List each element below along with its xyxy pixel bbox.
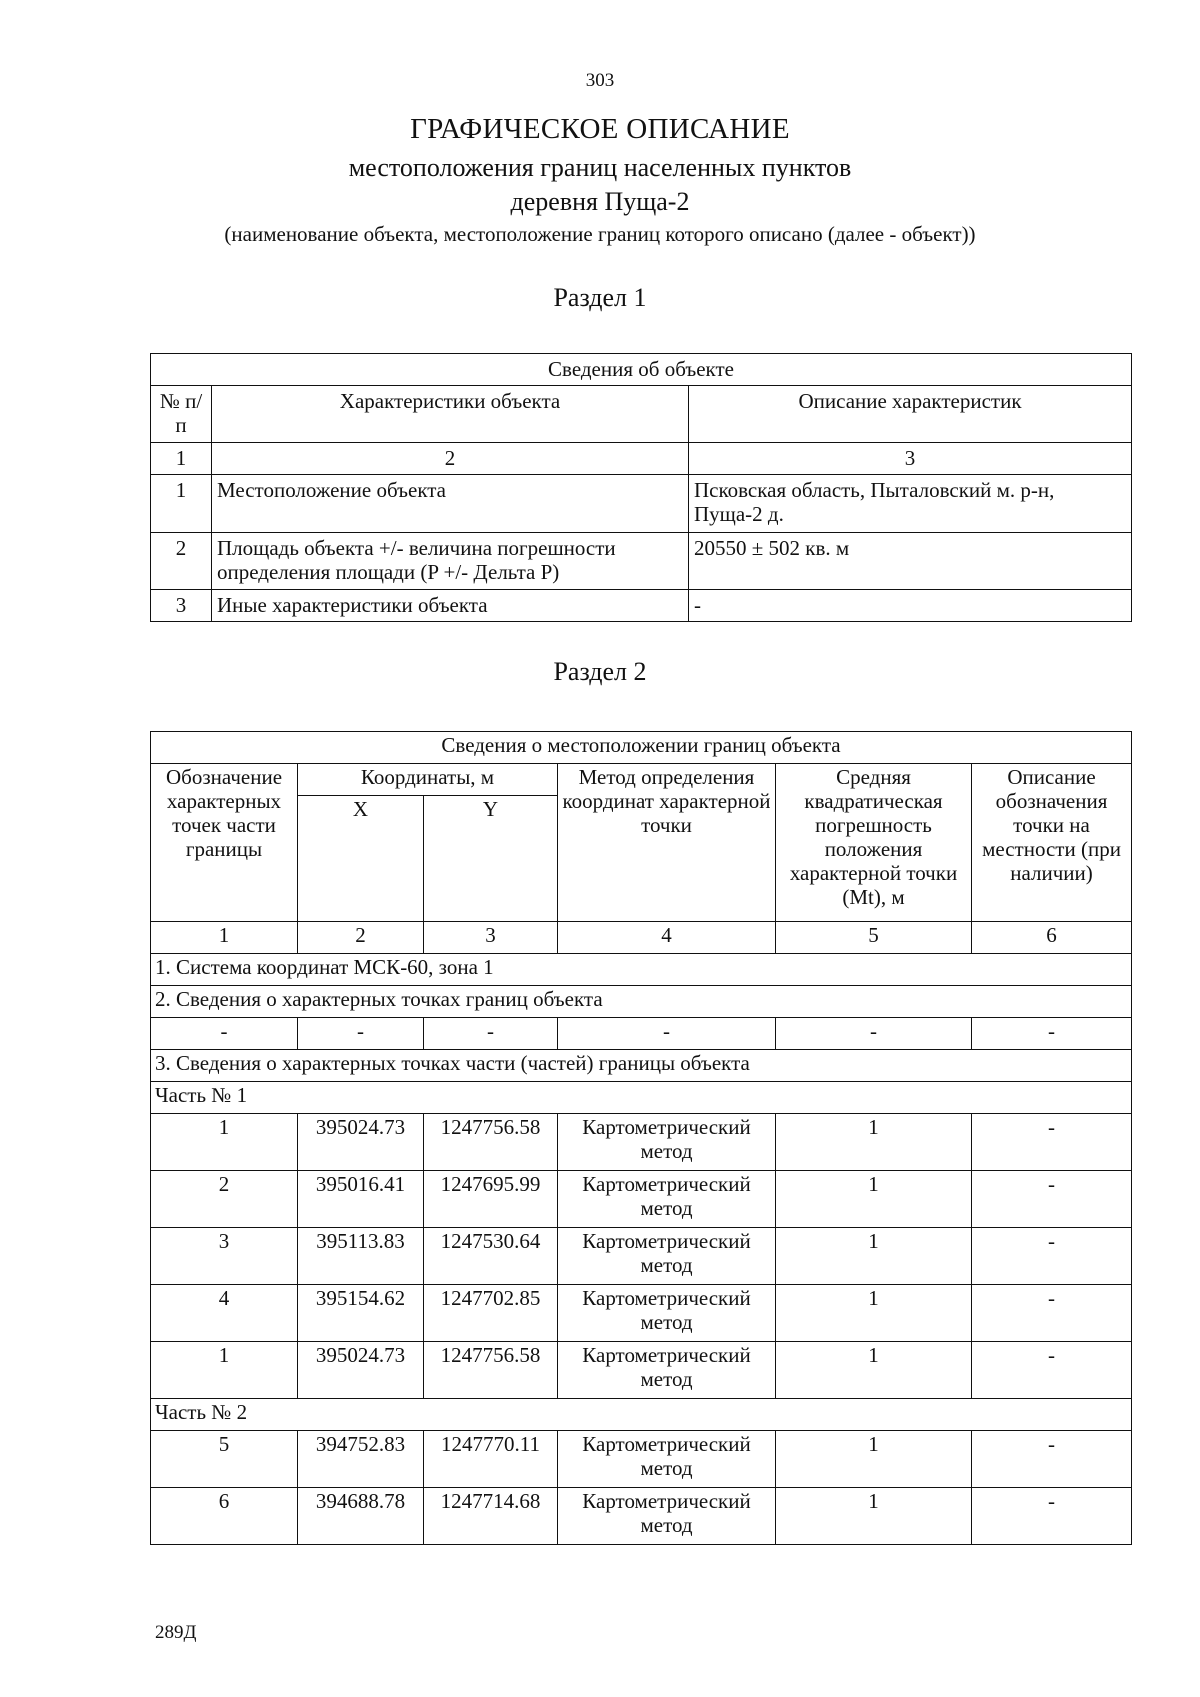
marker-description: -: [972, 1342, 1132, 1399]
parts-section-heading: 3. Сведения о характерных точках части (частей) границы объекта: [151, 1050, 1132, 1082]
method: Картометрический метод: [558, 1171, 776, 1228]
coord-y: 1247756.58: [424, 1114, 558, 1171]
error-value: 1: [776, 1431, 972, 1488]
column-index-row: [151, 443, 1132, 475]
point-id: 5: [151, 1431, 298, 1488]
empty-cell: -: [298, 1018, 424, 1050]
object-name: деревня Пуща-2: [510, 187, 690, 216]
coord-y: 1247756.58: [424, 1342, 558, 1399]
document-title: ГРАФИЧЕСКОЕ ОПИСАНИЕ: [410, 113, 790, 145]
empty-cell: -: [151, 1018, 298, 1050]
points-section-heading: 2. Сведения о характерных точках границ объекта: [151, 986, 1132, 1018]
section-2-heading: Раздел 2: [553, 657, 647, 686]
column-index: 2: [212, 443, 689, 475]
column-index: 5: [776, 922, 972, 954]
row-description: Псковская область, Пыталовский м. р-н, Пуща-2 д.: [689, 475, 1132, 533]
point-id: 1: [151, 1114, 298, 1171]
table-title: Сведения об объекте: [151, 354, 1132, 386]
error-value: 1: [776, 1488, 972, 1545]
error-value: 1: [776, 1114, 972, 1171]
error-value: 1: [776, 1342, 972, 1399]
section-1-heading: Раздел 1: [553, 283, 647, 312]
coord-x: 395016.41: [298, 1171, 424, 1228]
point-id: 3: [151, 1228, 298, 1285]
marker-description: -: [972, 1228, 1132, 1285]
part-label: Часть № 1: [151, 1082, 1132, 1114]
object-info-table: [150, 353, 1132, 622]
table-title: Сведения о местоположении границ объекта: [151, 732, 1132, 764]
coord-x: 395024.73: [298, 1342, 424, 1399]
coord-x: 394752.83: [298, 1431, 424, 1488]
document-subtitle: местоположения границ населенных пунктов: [348, 153, 852, 182]
row-characteristic: Иные характеристики объекта: [212, 590, 689, 622]
column-header-point: Обозначение характерных точек части границы: [151, 764, 298, 922]
marker-description: -: [972, 1171, 1132, 1228]
page-number: 303: [585, 70, 615, 91]
error-value: 1: [776, 1171, 972, 1228]
method: Картометрический метод: [558, 1431, 776, 1488]
coord-x: 395024.73: [298, 1114, 424, 1171]
table-row: [151, 1228, 1132, 1285]
table-row: [151, 475, 1132, 533]
point-id: 4: [151, 1285, 298, 1342]
column-header-method: Метод определения координат характерной точки: [558, 764, 776, 922]
coord-x: 395113.83: [298, 1228, 424, 1285]
coord-y: 1247770.11: [424, 1431, 558, 1488]
error-value: 1: [776, 1228, 972, 1285]
point-id: 1: [151, 1342, 298, 1399]
coord-x: 395154.62: [298, 1285, 424, 1342]
empty-cell: -: [558, 1018, 776, 1050]
table-row: [151, 1342, 1132, 1399]
coord-y: 1247714.68: [424, 1488, 558, 1545]
marker-description: -: [972, 1488, 1132, 1545]
column-index: 1: [151, 922, 298, 954]
boundary-points-table: [150, 731, 1132, 1545]
column-index: 4: [558, 922, 776, 954]
point-id: 2: [151, 1171, 298, 1228]
column-header-marker: Описание обозначения точки на местности (при наличии): [972, 764, 1132, 922]
row-description: 20550 ± 502 кв. м: [689, 533, 1132, 590]
empty-cell: -: [424, 1018, 558, 1050]
coord-y: 1247695.99: [424, 1171, 558, 1228]
error-value: 1: [776, 1285, 972, 1342]
table-row: [151, 533, 1132, 590]
row-characteristic: Площадь объекта +/- величина погрешности определения площади (P +/- Дельта P): [212, 533, 689, 590]
column-header-error: Средняя квадратическая погрешность положения характерной точки (Mt), м: [776, 764, 972, 922]
column-index: 6: [972, 922, 1132, 954]
column-header-x: X: [298, 796, 424, 922]
method: Картометрический метод: [558, 1342, 776, 1399]
object-name-caption: (наименование объекта, местоположение границ которого описано (далее - объект)): [224, 222, 976, 246]
column-index: 2: [298, 922, 424, 954]
column-index: 3: [424, 922, 558, 954]
column-index-row: [151, 922, 1132, 954]
marker-description: -: [972, 1431, 1132, 1488]
footer-code: 289Д: [155, 1622, 197, 1643]
part-label: Часть № 2: [151, 1399, 1132, 1431]
row-number: 1: [151, 475, 212, 533]
column-header-num: № п/п: [151, 386, 212, 443]
row-number: 2: [151, 533, 212, 590]
row-characteristic: Местоположение объекта: [212, 475, 689, 533]
marker-description: -: [972, 1285, 1132, 1342]
empty-cell: -: [972, 1018, 1132, 1050]
coordinate-system: 1. Система координат МСК-60, зона 1: [151, 954, 1132, 986]
table-row: [151, 1114, 1132, 1171]
empty-points-row: [151, 1018, 1132, 1050]
column-header-y: Y: [424, 796, 558, 922]
point-id: 6: [151, 1488, 298, 1545]
row-number: 3: [151, 590, 212, 622]
row-description: -: [689, 590, 1132, 622]
column-index: 1: [151, 443, 212, 475]
method: Картометрический метод: [558, 1488, 776, 1545]
column-header-description: Описание характеристик: [689, 386, 1132, 443]
coord-y: 1247702.85: [424, 1285, 558, 1342]
method: Картометрический метод: [558, 1114, 776, 1171]
table-row: [151, 1488, 1132, 1545]
coord-x: 394688.78: [298, 1488, 424, 1545]
table-row: [151, 1285, 1132, 1342]
coord-y: 1247530.64: [424, 1228, 558, 1285]
column-index: 3: [689, 443, 1132, 475]
marker-description: -: [972, 1114, 1132, 1171]
table-row: [151, 590, 1132, 622]
empty-cell: -: [776, 1018, 972, 1050]
method: Картометрический метод: [558, 1228, 776, 1285]
table-row: [151, 1171, 1132, 1228]
column-header-coordinates: Координаты, м: [298, 764, 558, 796]
column-header-characteristic: Характеристики объекта: [212, 386, 689, 443]
table-row: [151, 1431, 1132, 1488]
method: Картометрический метод: [558, 1285, 776, 1342]
